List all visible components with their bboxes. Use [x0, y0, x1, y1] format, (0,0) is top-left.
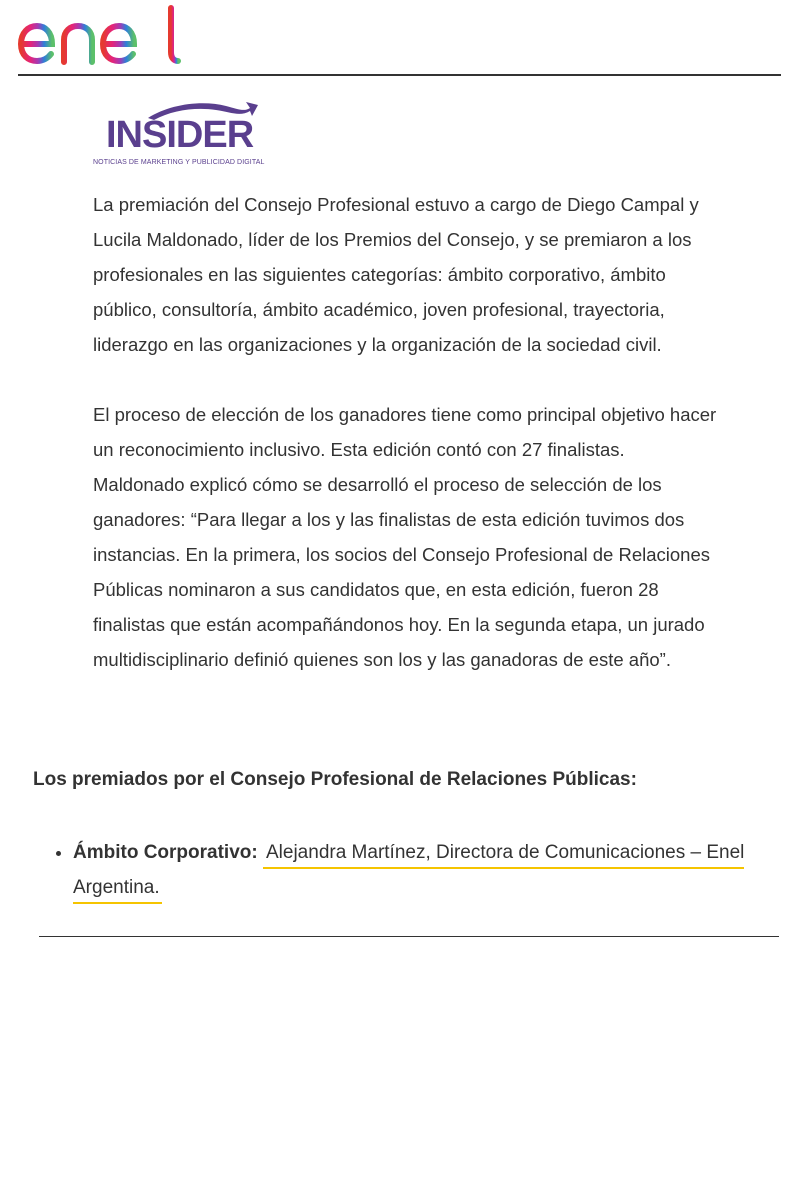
article-body — [93, 187, 718, 677]
insider-logo — [90, 100, 285, 174]
site-header — [0, 0, 800, 76]
content-divider — [39, 936, 779, 937]
awards-list — [50, 835, 793, 905]
award-winner-link[interactable]: Alejandra Martínez, Directora de Comunicaciones – Enel Argentina. — [73, 842, 744, 904]
header-divider — [18, 74, 781, 76]
award-item — [73, 835, 793, 905]
enel-logo[interactable] — [16, 4, 181, 68]
insider-tagline: NOTICIAS DE MARKETING Y PUBLICIDAD DIGITAL — [93, 159, 265, 166]
insider-wordmark: INSIDER — [106, 114, 254, 156]
award-category: Ámbito Corporativo: — [73, 842, 258, 863]
awards-heading: Los premiados por el Consejo Profesional de Relaciones Públicas: — [33, 769, 637, 790]
article-paragraph: La premiación del Consejo Profesional estuvo a cargo de Diego Campal y Lucila Maldonado, líder de los Premios del Consejo, y se premiaron a los profesionales en las siguientes categorías: ámbito corporativo, ámbito público, consultoría, ámbito académico, joven profesional, trayectoria, liderazgo en las organizaciones y la organización de la sociedad civil. — [93, 194, 699, 355]
article-paragraph: El proceso de elección de los ganadores tiene como principal objetivo hacer un reconocimiento inclusivo. Esta edición contó con 27 finalistas. Maldonado explicó cómo se desarrolló el proceso de selección de los ganadores: “Para llegar a los y las finalistas de esta edición tuvimos dos instancias. En la primera, los socios del Consejo Profesional de Relaciones Públicas nominaron a sus candidatos que, en esta edición, fueron 28 finalistas que están acompañándonos hoy. En la segunda etapa, un jurado multidisciplinario definió quienes son los y las ganadoras de este año”. — [93, 404, 717, 670]
